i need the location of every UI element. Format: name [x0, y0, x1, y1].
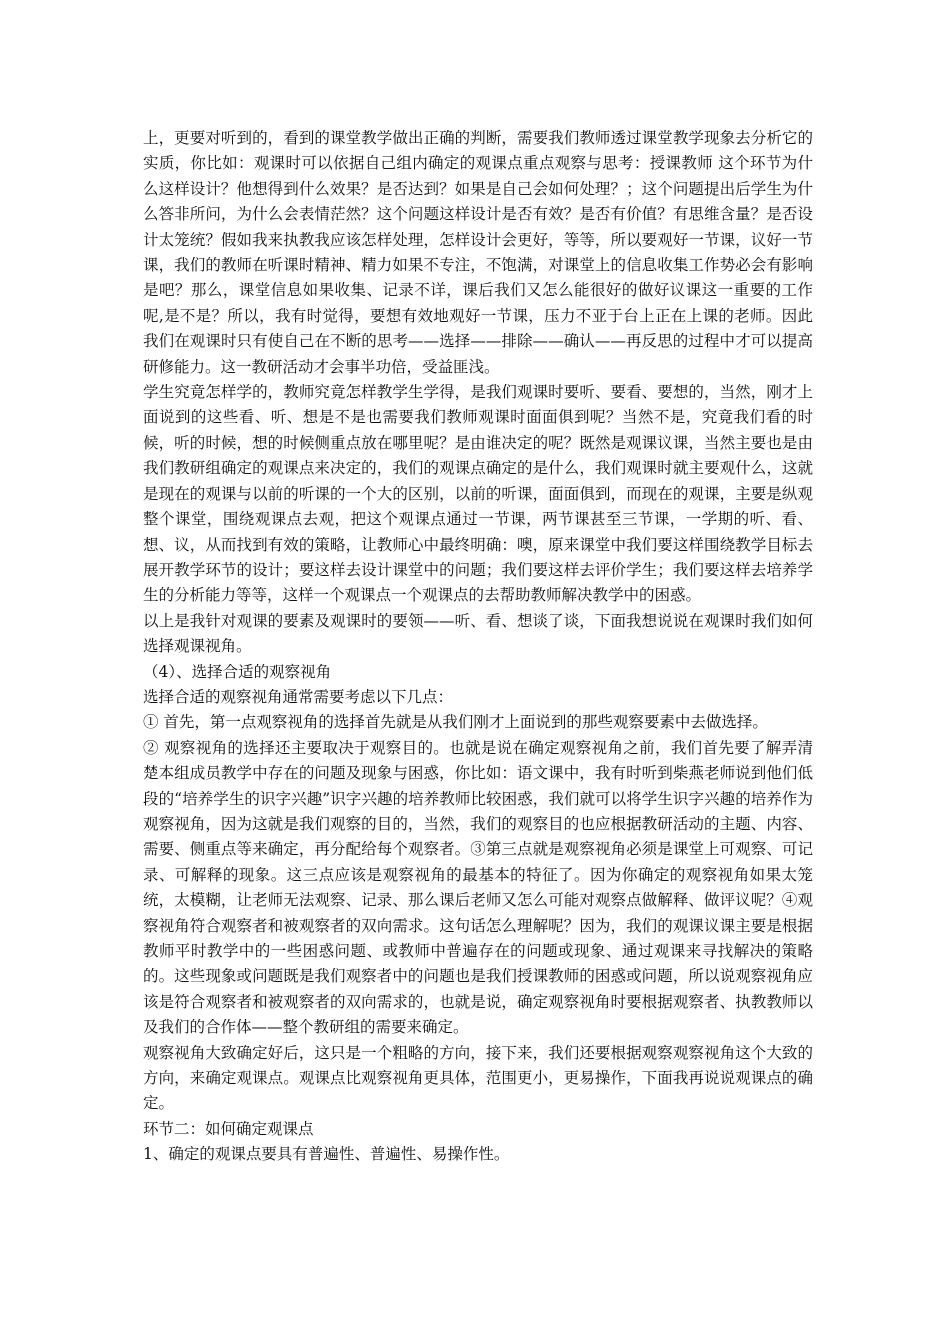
paragraph-transition: 以上是我针对观课的要素及观课时的要领——听、看、想谈了谈，下面我想说说在观课时我们如何选择观课视角。: [143, 611, 813, 656]
paragraph-intro-points: 选择合适的观察视角通常需要考虑以下几点：: [143, 687, 454, 706]
paragraph-analysis: 上，更要对听到的，看到的课堂教学做出正确的判断，需要我们教师透过课堂教学现象去分析它的实质，你比如：观课时可以依据自己组内确定的观课点重点观察与思考：授课教师 这个环节为什么这样设计？他想得到什么效果？是否达到？如果是自己会如何处理？；这个问题提出后学生为什么答非所问，为什么会表情茫然？这个问题这样设计是否有效？是否有价值？有思维含量？是否设计太笼统？假如我来执教我应该怎样处理，怎样设计会更好，等等，所以要观好一节课，议好一节课，我们的教师在听课时精神、精力如果不专注，不饱满，对课堂上的信息收集工作势必会有影响是吧？那么，课堂信息如果收集、记录不详，课后我们又怎么能很好的做好议课这一重要的工作呢,是不是？所以，我有时觉得，要想有效地观好一节课，压力不亚于台上正在上课的老师。因此我们在观课时只有使自己在不断的思考——选择——排除——确认——再反思的过程中才可以提高研修能力。这一教研活动才会事半功倍，受益匪浅。: [143, 129, 813, 376]
paragraph-step-two-item-one: 1、确定的观课点要具有普遍性、普遍性、易操作性。: [143, 1145, 510, 1164]
paragraph-observation-summary: 观察视角大致确定好后，这只是一个粗略的方向，接下来，我们还要根据观察观察视角这个大致的方向，来确定观课点。观课点比观察视角更具体，范围更小，更易操作，下面我再说说观课点的确定。: [143, 1043, 813, 1113]
section-heading-observation-angle: （4）、选择合适的观察视角: [143, 662, 332, 681]
paragraph-how-students-learn: 学生究竟怎样学的，教师究竟怎样教学生学得，是我们观课时要听、要看、要想的，当然，刚才上面说到的这些看、听、想是不是也需要我们教师观课时面面俱到呢？当然不是，究竟我们看的时候，听的时候，想的时候侧重点放在哪里呢？是由谁决定的呢？既然是观课议课，当然主要也是由我们教研组确定的观课点来决定的，我们的观课点确定的是什么，我们观课时就主要观什么，这就是现在的观课与以前的听课的一个大的区别，以前的听课，面面俱到，而现在的观课，主要是纵观整个课堂，围绕观课点去观，把这个观课点通过一节课，两节课甚至三节课，一学期的听、看、想、议，从而找到有效的策略，让教师心中最终明确：噢，原来课堂中我们要这样围绕教学目标去展开教学环节的设计；要这样去设计课堂中的问题；我们要这样去评价学生；我们要这样去培养学生的分析能力等等，这样一个观课点一个观课点的去帮助教师解决教学中的困惑。: [143, 383, 813, 605]
paragraph-point-one: ① 首先，第一点观察视角的选择首先就是从我们刚才上面说到的那些观察要素中去做选择。: [143, 713, 768, 732]
paragraph-point-two: ② 观察视角的选择还主要取决于观察目的。也就是说在确定观察视角之前，我们首先要了解弄清楚本组成员教学中存在的问题及现象与困惑，你比如：语文课中，我有时听到柴燕老师说到他们低段的“培养学生的识字兴趣”识字兴趣的培养教师比较困惑，我们就可以将学生识字兴趣的培养作为观察视角，因为这就是我们观察的目的，当然，我们的观察目的也应根据教研活动的主题、内容、需要、侧重点等来确定，再分配给每个观察者。③第三点就是观察视角必须是课堂上可观察、可记录、可解释的现象。这三点应该是观察视角的最基本的特征了。因为你确定的观察视角如果太笼统，太模糊，让老师无法观察、记录、那么课后老师又怎么可能对观察点做解释、做评议呢？④观察视角符合观察者和被观察者的双向需求。这句话怎么理解呢？因为，我们的观课议课主要是根据教师平时教学中的一些困惑问题、或教师中普遍存在的问题或现象、通过观课来寻找解决的策略的。这些现象或问题既是我们观察者中的问题也是我们授课教师的困惑或问题，所以说观察视角应该是符合观察者和被观察者的双向需求的，也就是说，确定观察视角时要根据观察者、执教教师以及我们的合作体——整个教研组的需要来确定。: [143, 738, 813, 1037]
section-heading-step-two: 环节二：如何确定观课点: [143, 1119, 314, 1138]
document-body: [143, 126, 813, 1168]
